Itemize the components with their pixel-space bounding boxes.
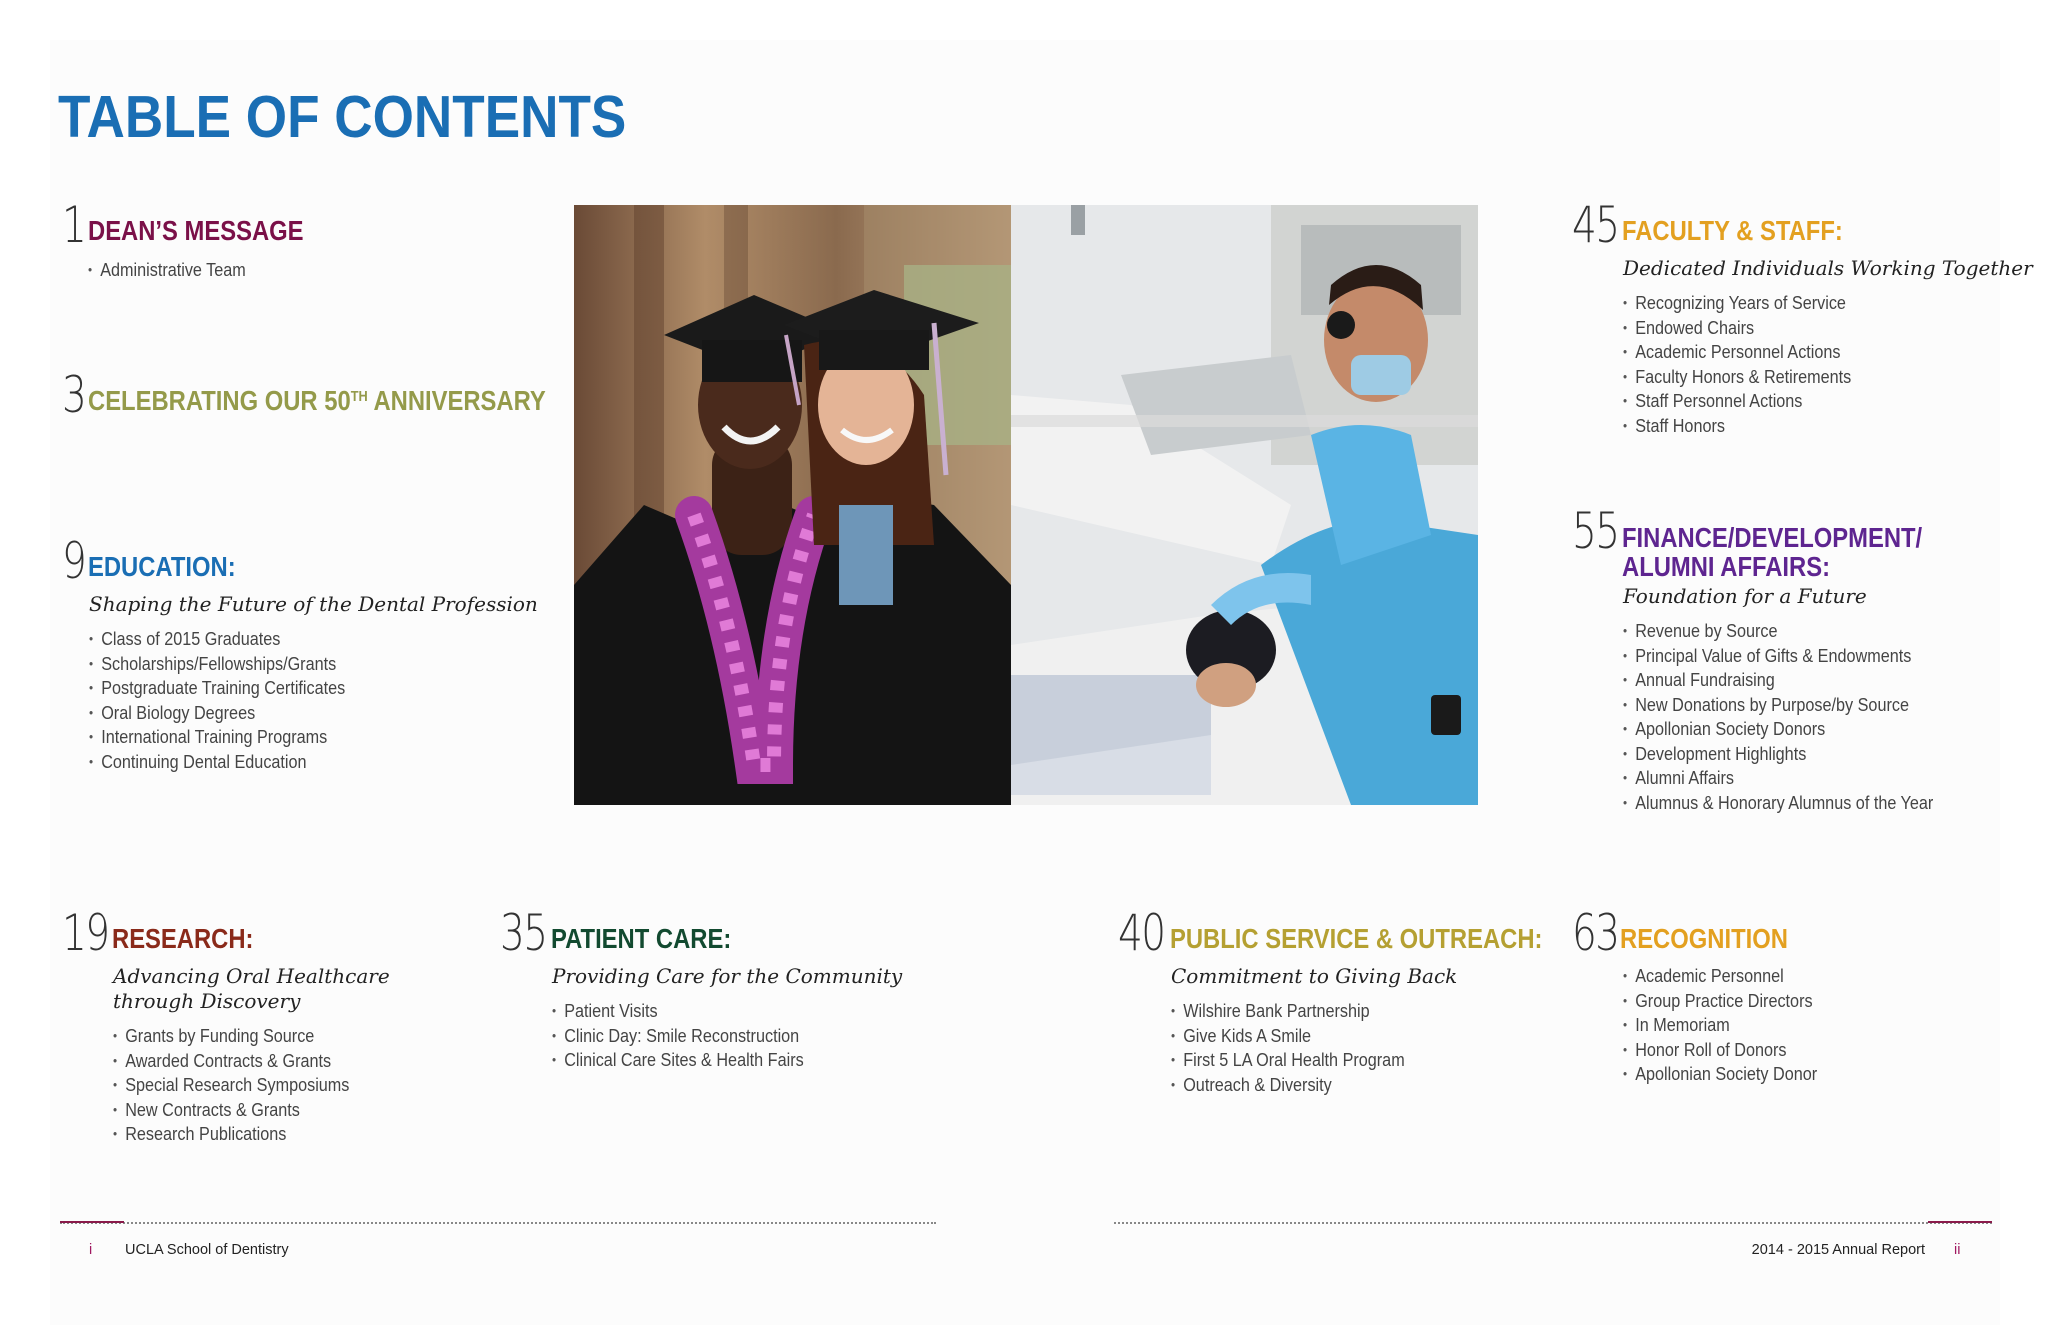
item-list	[552, 999, 902, 1073]
list-item: • Group Practice Directors	[1623, 989, 1817, 1014]
page-number: 35	[500, 904, 547, 962]
section-subtitle: Commitment to Giving Back	[1171, 964, 1458, 988]
list-item: • Apollonian Society Donors	[1623, 717, 1933, 742]
page-title: TABLE OF CONTENTS	[58, 84, 627, 150]
list-item: • Oral Biology Degrees	[89, 701, 493, 726]
item-list	[1623, 291, 2033, 438]
list-item: • Grants by Funding Source	[113, 1024, 362, 1049]
page-number: 3	[62, 366, 86, 424]
section-title: FACULTY & STAFF:	[1622, 215, 1843, 247]
list-item: • New Donations by Purpose/by Source	[1623, 693, 1933, 718]
list-item: • Special Research Symposiums	[113, 1073, 362, 1098]
list-item: • Alumni Affairs	[1623, 766, 1933, 791]
list-item: • First 5 LA Oral Health Program	[1171, 1048, 1429, 1073]
page-number: 55	[1572, 502, 1619, 560]
list-item: • New Contracts & Grants	[113, 1098, 362, 1123]
list-item: • Postgraduate Training Certificates	[89, 676, 493, 701]
page-number: 19	[62, 904, 109, 962]
page-number: 63	[1572, 904, 1619, 962]
footer-rule-left	[60, 1222, 936, 1224]
section-faculty-staff	[1572, 198, 2033, 438]
list-item: • Scholarships/Fellowships/Grants	[89, 652, 493, 677]
footer-report-title: 2014 - 2015 Annual Report	[1751, 1242, 1925, 1258]
list-item: • Honor Roll of Donors	[1623, 1038, 1817, 1063]
section-title: CELEBRATING OUR 50TH ANNIVERSARY	[88, 385, 546, 417]
footer-page-number-right: ii	[1954, 1242, 1961, 1258]
section-subtitle: Providing Care for the Community	[552, 964, 903, 988]
item-list	[88, 258, 263, 283]
list-item: • Outreach & Diversity	[1171, 1073, 1429, 1098]
section-subtitle: Advancing Oral Healthcare through Discovery	[113, 964, 390, 1013]
section-subtitle: Dedicated Individuals Working Together	[1623, 256, 2033, 280]
list-item: • Academic Personnel	[1623, 964, 1817, 989]
section-subtitle: Foundation for a Future	[1623, 584, 1867, 608]
graduates-photo	[574, 205, 1011, 805]
list-item: • International Training Programs	[89, 725, 493, 750]
footer-publication-name: UCLA School of Dentistry	[125, 1242, 289, 1258]
list-item: • Research Publications	[113, 1122, 362, 1147]
section-subtitle: Shaping the Future of the Dental Profession	[89, 592, 538, 616]
section-deans-message	[62, 196, 304, 283]
list-item: • Staff Personnel Actions	[1623, 389, 1992, 414]
list-item: • Faculty Honors & Retirements	[1623, 365, 1992, 390]
list-item: • Apollonian Society Donor	[1623, 1062, 1817, 1087]
footer-page-number-left: i	[89, 1242, 93, 1258]
footer-rule-right	[1114, 1222, 1992, 1224]
item-list	[1623, 619, 1968, 815]
list-item: • Academic Personnel Actions	[1623, 340, 1992, 365]
section-public-service	[1118, 904, 1543, 1097]
section-finance-development	[1572, 502, 1968, 815]
list-item: • Staff Honors	[1623, 414, 1992, 439]
list-item: • Endowed Chairs	[1623, 316, 1992, 341]
section-title: FINANCE/DEVELOPMENT/ ALUMNI AFFAIRS:	[1622, 521, 1923, 583]
section-recognition	[1572, 906, 1839, 1087]
list-item: • Continuing Dental Education	[89, 750, 493, 775]
list-item: • Revenue by Source	[1623, 619, 1933, 644]
list-item: • Clinical Care Sites & Health Fairs	[552, 1048, 867, 1073]
list-item: • In Memoriam	[1623, 1013, 1817, 1038]
list-item: • Class of 2015 Graduates	[89, 627, 493, 652]
section-title: PUBLIC SERVICE & OUTREACH:	[1170, 923, 1543, 955]
section-education	[62, 534, 538, 774]
list-item: • Patient Visits	[552, 999, 867, 1024]
section-title: RESEARCH:	[112, 923, 254, 955]
list-item: • Development Highlights	[1623, 742, 1933, 767]
section-title: RECOGNITION	[1620, 923, 1788, 955]
dental-clinic-photo	[1011, 205, 1478, 805]
list-item: • Wilshire Bank Partnership	[1171, 999, 1429, 1024]
list-item: • Administrative Team	[88, 258, 246, 283]
page-number: 1	[62, 196, 86, 254]
page-number: 45	[1572, 196, 1619, 254]
list-item: • Give Kids A Smile	[1171, 1024, 1429, 1049]
item-list	[113, 1024, 390, 1147]
list-item: • Alumnus & Honorary Alumnus of the Year	[1623, 791, 1933, 816]
footer-accent-left	[60, 1221, 124, 1223]
page-number: 40	[1118, 904, 1165, 962]
list-item: • Awarded Contracts & Grants	[113, 1049, 362, 1074]
section-title: PATIENT CARE:	[551, 923, 732, 955]
list-item: • Recognizing Years of Service	[1623, 291, 1992, 316]
section-title: DEAN’S MESSAGE	[88, 215, 304, 247]
list-item: • Clinic Day: Smile Reconstruction	[552, 1024, 867, 1049]
item-list	[1623, 964, 1839, 1087]
page-number: 9	[62, 532, 86, 590]
list-item: • Annual Fundraising	[1623, 668, 1933, 693]
list-item: • Principal Value of Gifts & Endowments	[1623, 644, 1933, 669]
item-list	[1171, 999, 1457, 1097]
section-patient-care	[500, 906, 902, 1073]
section-title: EDUCATION:	[88, 551, 236, 583]
item-list	[89, 627, 538, 774]
section-research	[62, 906, 390, 1147]
footer-accent-right	[1928, 1221, 1992, 1223]
